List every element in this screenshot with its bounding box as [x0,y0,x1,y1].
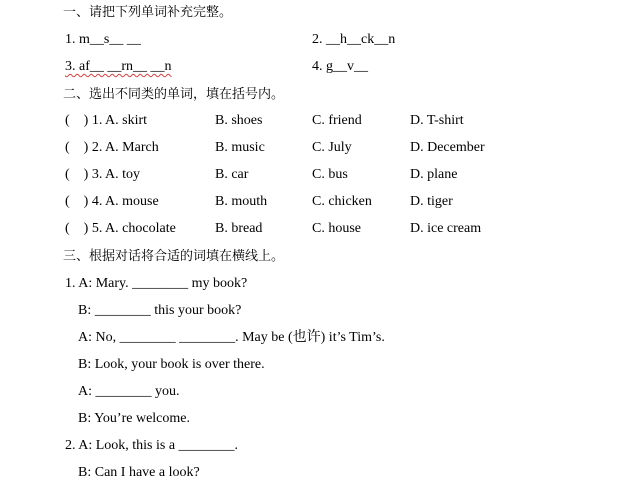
row-3-option-c: C. bus [312,167,348,182]
row-2-option-b: B. music [215,140,265,155]
row-1-option-a: ( ) 1. A. skirt [65,113,148,128]
section1-item-2: 2. __h__ck__n [312,32,396,47]
row-1-option-d: D. T-shirt [410,113,464,128]
row-5-option-d: D. ice cream [410,221,482,236]
row-4-option-d: D. tiger [410,194,453,209]
section1-heading: 一、请把下列单词补充完整。 [63,5,233,20]
section1-item-4: 4. g__v__ [312,59,368,74]
section1-item-3: 3. af__ __rn__ __n [65,59,172,74]
row-2-option-a: ( ) 2. A. March [65,140,159,155]
section2-heading: 二、选出不同类的单词，填在括号内。 [63,87,285,102]
row-1-option-c: C. friend [312,113,362,128]
dialogue-line-2: B: ________ this your book? [78,303,242,318]
dialogue-line-3: A: No, ________ ________. May be (也许) it’s Tim’s. [78,330,385,345]
row-2-option-d: D. December [410,140,485,155]
dialogue-line-6: B: You’re welcome. [78,411,190,426]
dialogue-line-5: A: ________ you. [78,384,180,399]
dialogue-line-4: B: Look, your book is over there. [78,357,265,372]
row-4-option-a: ( ) 4. A. mouse [65,194,159,209]
row-2-option-c: C. July [312,140,352,155]
row-3-option-d: D. plane [410,167,458,182]
row-3-option-a: ( ) 3. A. toy [65,167,141,182]
row-5-option-b: B. bread [215,221,263,236]
row-4-option-c: C. chicken [312,194,372,209]
section3-heading: 三、根据对话将合适的词填在横线上。 [63,249,285,264]
section1-item-1: 1. m__s__ __ [65,32,141,47]
row-3-option-b: B. car [215,167,249,182]
row-1-option-b: B. shoes [215,113,263,128]
row-4-option-b: B. mouth [215,194,268,209]
row-5-option-c: C. house [312,221,361,236]
dialogue-line-7: 2. A: Look, this is a ________. [65,438,239,453]
dialogue-line-1: 1. A: Mary. ________ my book? [65,276,248,291]
dialogue-line-8: B: Can I have a look? [78,465,200,480]
row-5-option-a: ( ) 5. A. chocolate [65,221,176,236]
